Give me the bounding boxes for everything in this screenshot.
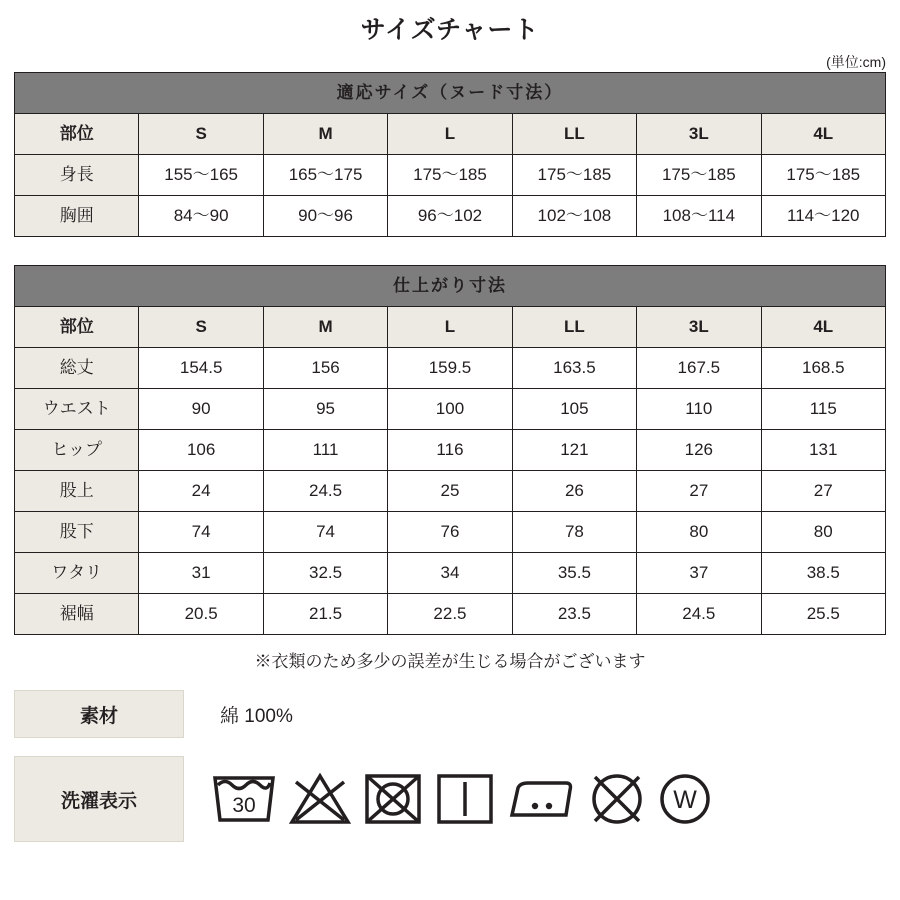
material-row [14,690,886,738]
table-cell: 90〜96 [263,196,387,237]
table-cell: 80 [761,512,885,553]
table-cell: 105 [512,389,636,430]
column-header-ll: LL [512,114,636,155]
table-cell: 110 [637,389,761,430]
column-header-m: M [263,307,387,348]
table-band-row [15,73,886,114]
unit-note: (単位:cm) [826,54,886,70]
column-header-s: S [139,114,263,155]
column-header-4l: 4L [761,307,885,348]
table-row [15,594,886,635]
table-cell: 20.5 [139,594,263,635]
row-label: ワタリ [15,553,139,594]
row-label: 胸囲 [15,196,139,237]
finished-size-table [14,265,886,635]
table-cell: 24.5 [263,471,387,512]
table-cell: 24.5 [637,594,761,635]
table-cell: 27 [637,471,761,512]
row-label: ヒップ [15,430,139,471]
row-label: 総丈 [15,348,139,389]
table-cell: 27 [761,471,885,512]
drip-dry-line-icon [434,770,496,828]
table-cell: 90 [139,389,263,430]
table-cell: 80 [637,512,761,553]
care-row [14,756,886,842]
svg-text:30: 30 [232,794,256,817]
table-row [15,430,886,471]
table-cell: 74 [139,512,263,553]
column-header-l: L [388,114,512,155]
table-cell: 165〜175 [263,155,387,196]
table-cell: 96〜102 [388,196,512,237]
table-row [15,389,886,430]
table-cell: 115 [761,389,885,430]
table-cell: 38.5 [761,553,885,594]
table-cell: 76 [388,512,512,553]
table-cell: 156 [263,348,387,389]
table-cell: 21.5 [263,594,387,635]
table-cell: 175〜185 [512,155,636,196]
table-cell: 168.5 [761,348,885,389]
table-cell: 159.5 [388,348,512,389]
table-cell: 175〜185 [761,155,885,196]
table-cell: 26 [512,471,636,512]
no-tumble-dry-icon [362,770,424,828]
table-cell: 24 [139,471,263,512]
table-cell: 32.5 [263,553,387,594]
column-header-ll: LL [512,307,636,348]
table-band-row [15,266,886,307]
table-row [15,155,886,196]
page-title: サイズチャート [360,16,540,44]
table-cell: 95 [263,389,387,430]
table-cell: 22.5 [388,594,512,635]
column-header-3l: 3L [637,114,761,155]
column-header-3l: 3L [637,307,761,348]
section-gap [0,237,900,265]
column-header-4l: 4L [761,114,885,155]
material-value: 綿 100% [220,705,293,727]
table-row [15,348,886,389]
table-row [15,512,886,553]
table-header-row [15,114,886,155]
nude-size-table [14,72,886,237]
table-cell: 106 [139,430,263,471]
table-cell: 175〜185 [388,155,512,196]
column-header-m: M [263,114,387,155]
table-cell: 100 [388,389,512,430]
table-row [15,471,886,512]
table-cell: 154.5 [139,348,263,389]
table-cell: 167.5 [637,348,761,389]
table-cell: 108〜114 [637,196,761,237]
wet-clean-w-icon [656,770,714,828]
material-label: 素材 [14,690,184,738]
product-info-block [0,690,900,842]
finished-size-band-label: 仕上がり寸法 [15,266,886,307]
table-row [15,196,886,237]
nude-size-table-wrapper [0,72,900,237]
table-cell: 131 [761,430,885,471]
table-cell: 163.5 [512,348,636,389]
table-cell: 37 [637,553,761,594]
finished-size-table-wrapper [0,265,900,672]
iron-low-icon [506,770,578,828]
table-cell: 116 [388,430,512,471]
table-cell: 23.5 [512,594,636,635]
table-row [15,553,886,594]
table-cell: 155〜165 [139,155,263,196]
table-cell: 25 [388,471,512,512]
row-label: 股上 [15,471,139,512]
table-cell: 31 [139,553,263,594]
care-label: 洗濯表示 [14,756,184,842]
table-header-row [15,307,886,348]
table-cell: 126 [637,430,761,471]
no-bleach-icon [288,770,352,828]
care-symbol-list [184,770,714,828]
table-cell: 114〜120 [761,196,885,237]
column-header-part: 部位 [15,114,139,155]
table-cell: 74 [263,512,387,553]
table-cell: 34 [388,553,512,594]
svg-text:W: W [673,786,697,814]
column-header-l: L [388,307,512,348]
wash-30-icon [210,770,278,828]
nude-size-band-label: 適応サイズ（ヌード寸法） [15,73,886,114]
table-cell: 175〜185 [637,155,761,196]
table-cell: 102〜108 [512,196,636,237]
table-cell: 84〜90 [139,196,263,237]
row-label: 股下 [15,512,139,553]
row-label: 身長 [15,155,139,196]
column-header-part: 部位 [15,307,139,348]
row-label: 裾幅 [15,594,139,635]
table-cell: 78 [512,512,636,553]
no-dryclean-icon [588,770,646,828]
measurement-footnote: ※衣類のため多少の誤差が生じる場合がございます [254,652,646,671]
table-cell: 111 [263,430,387,471]
column-header-s: S [139,307,263,348]
table-cell: 121 [512,430,636,471]
table-cell: 35.5 [512,553,636,594]
row-label: ウエスト [15,389,139,430]
table-cell: 25.5 [761,594,885,635]
